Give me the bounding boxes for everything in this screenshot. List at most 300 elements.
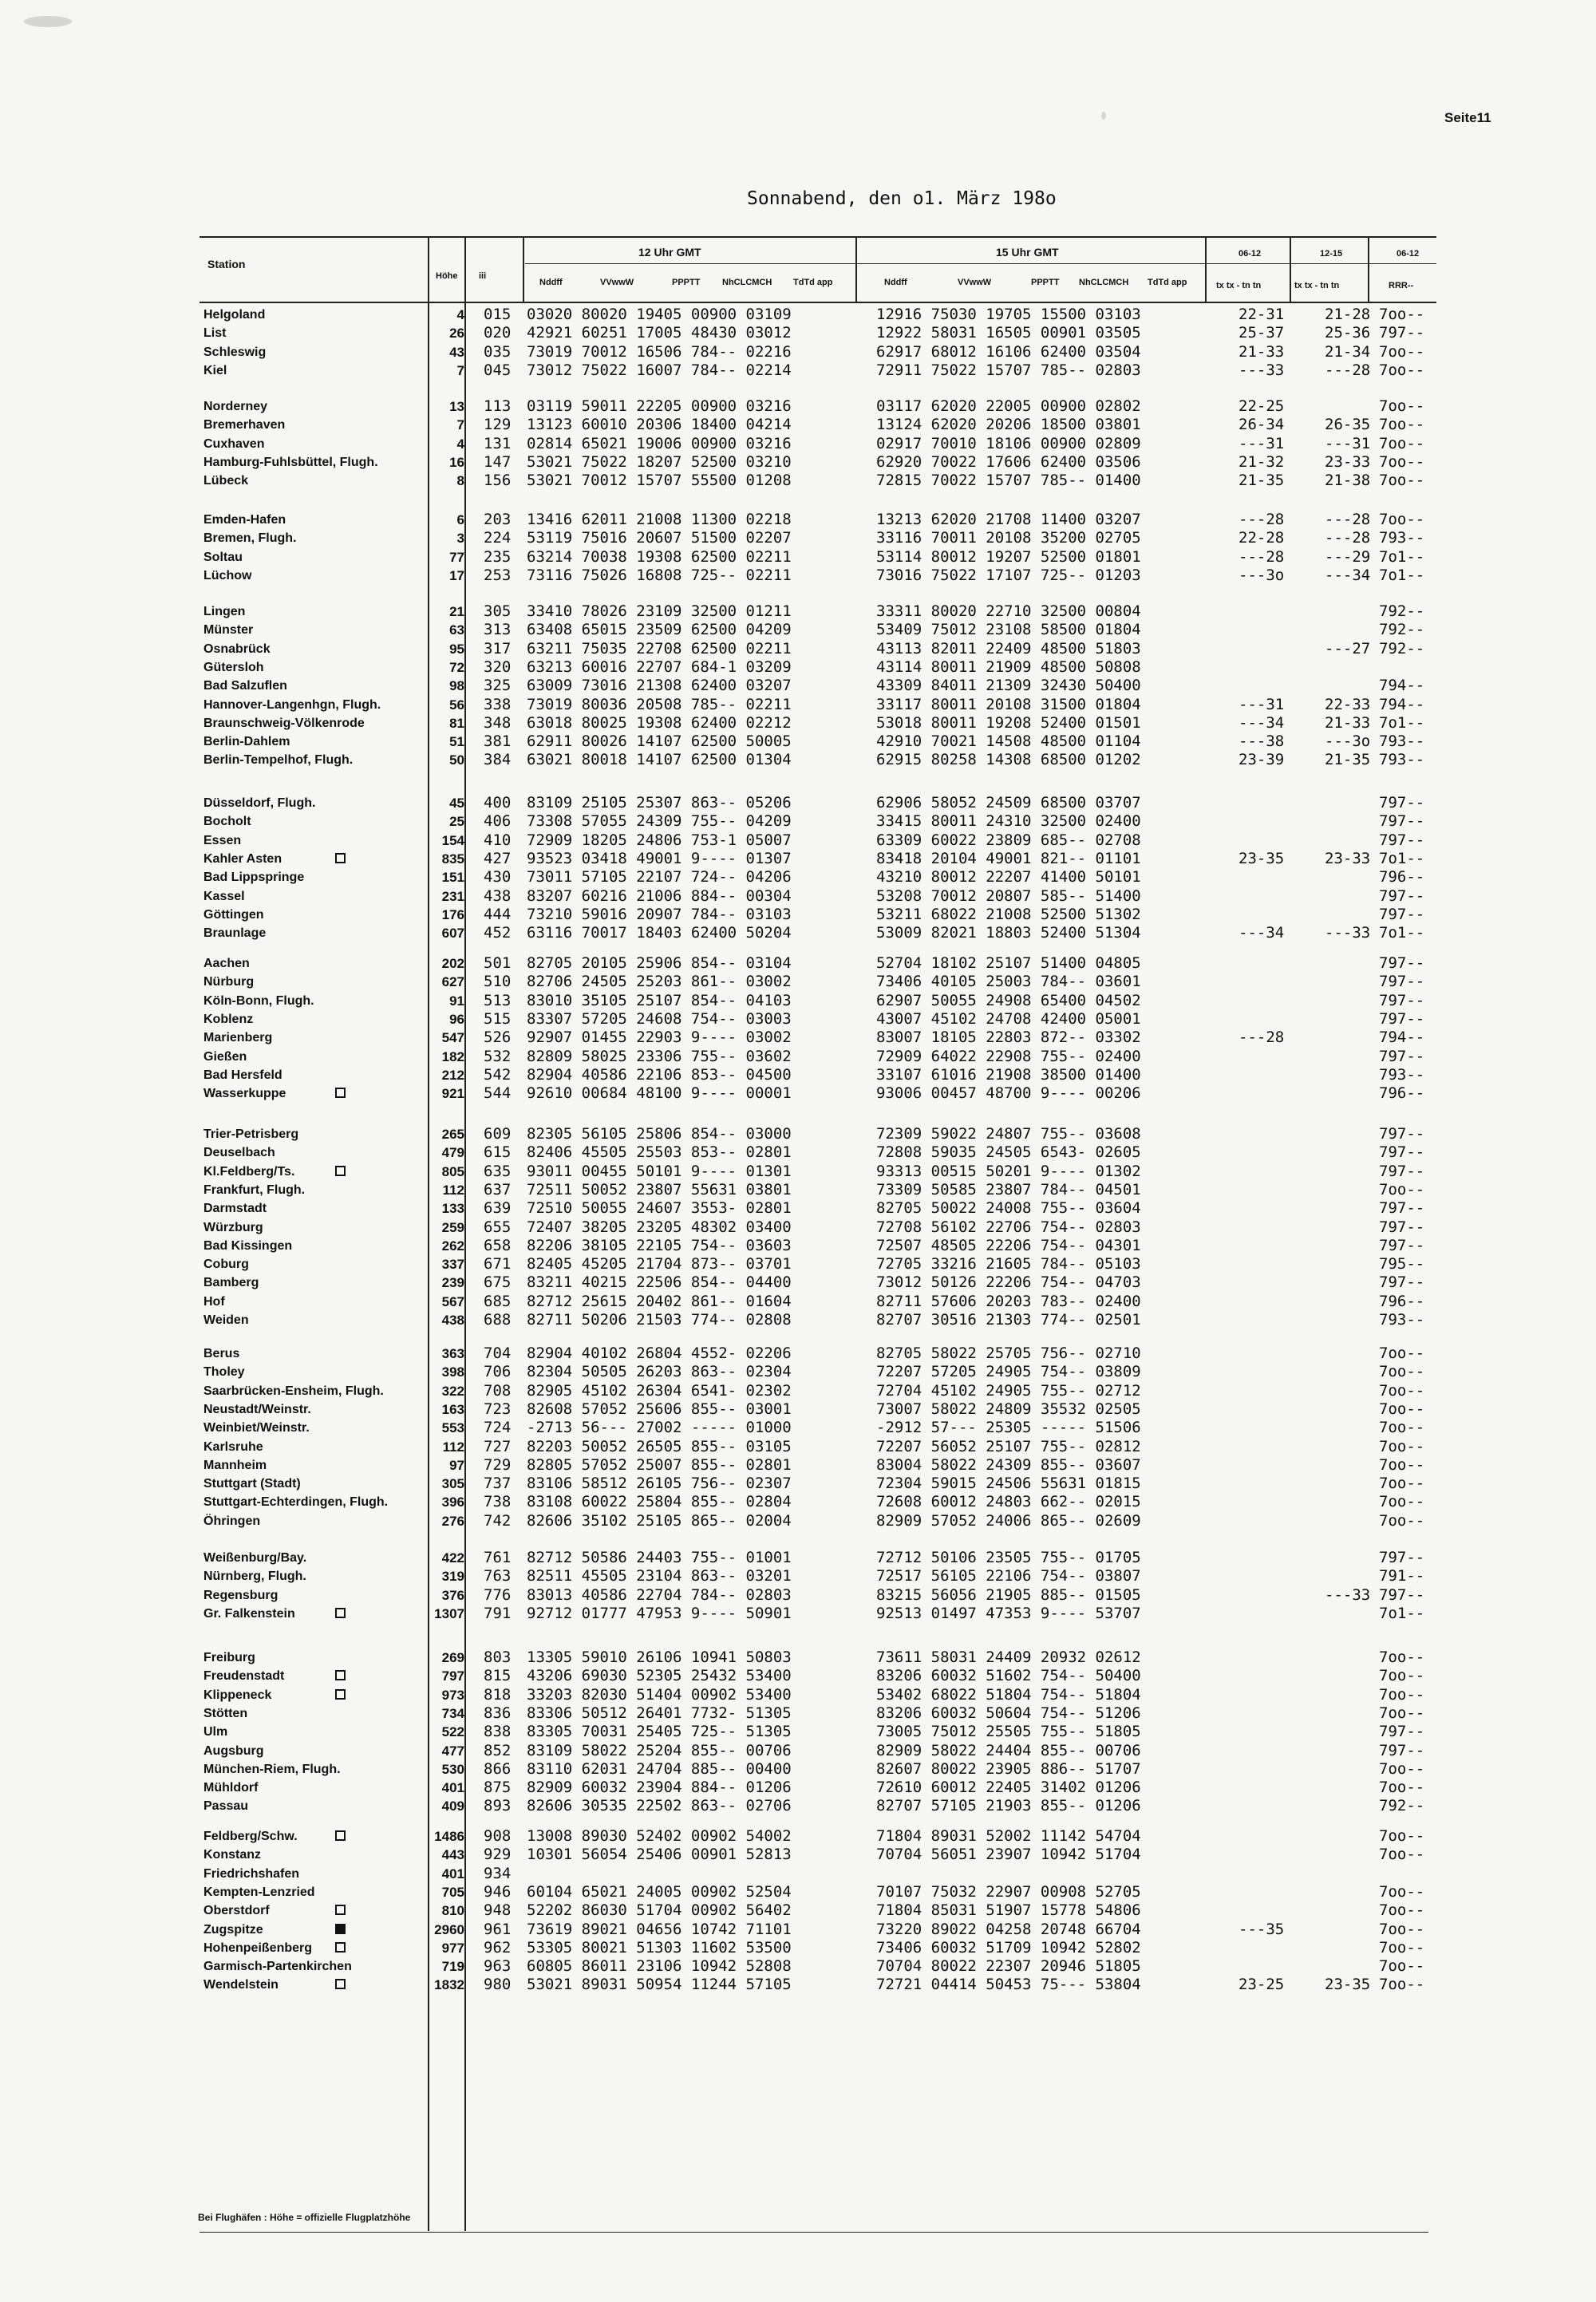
precip-06-12: 793-- [1379,732,1425,751]
precip-06-12: 797-- [1379,1741,1425,1759]
temp-range-06-12: ---31 [1238,695,1285,713]
station-name: Passau [203,1799,249,1814]
table-row [0,1686,1596,1704]
obs-12-gmt: 72511 50052 23807 55631 03801 [527,1180,792,1198]
station-index: 637 [484,1180,512,1198]
station-altitude: 797 [441,1668,464,1684]
precip-06-12: 797-- [1379,1199,1425,1218]
obs-12-gmt: 63211 75035 22708 62500 02211 [527,639,792,657]
obs-12-gmt: 92907 01455 22903 9---- 03002 [527,1029,792,1047]
obs-12-gmt: 73116 75026 16808 725-- 02211 [527,566,792,584]
table-row [0,1255,1596,1273]
temp-range-12-15: ---28 [1325,511,1371,528]
obs-12-gmt: 82711 50206 21503 774-- 02808 [527,1311,792,1329]
station-altitude: 112 [442,1182,464,1198]
precip-06-12: 797-- [1379,1125,1425,1143]
table-row [0,954,1596,973]
station-altitude: 97 [449,1457,464,1473]
table-row [0,1438,1596,1456]
table-row [0,1199,1596,1218]
obs-15-gmt: 33311 80020 22710 32500 00804 [876,602,1141,620]
table-row [0,850,1596,868]
precip-06-12: 7oo-- [1379,416,1425,434]
station-altitude: 2960 [434,1921,464,1937]
obs-15-gmt: 33415 80011 24310 32500 02400 [876,812,1141,831]
obs-15-gmt: 43309 84011 21309 32430 50400 [876,677,1141,695]
obs-15-gmt: 73406 60032 51709 10942 52802 [876,1938,1141,1957]
table-row [0,906,1596,924]
precip-06-12: 797-- [1379,905,1425,923]
precip-06-12: 797-- [1379,812,1425,831]
temp-range-06-12: ---3o [1238,566,1285,584]
station-altitude: 63 [449,622,464,638]
table-row [0,992,1596,1010]
station-name: Mühldorf [203,1781,259,1795]
header-12-uhr-gmt: 12 Uhr GMT [638,246,701,259]
precip-06-12: 797-- [1379,991,1425,1009]
precip-06-12: 791-- [1379,1567,1425,1585]
station-index: 866 [484,1759,512,1778]
obs-15-gmt: 82707 30516 21303 774-- 02501 [876,1311,1141,1329]
temp-range-06-12: 21-35 [1238,472,1285,490]
station-index: 430 [484,868,512,886]
header-hoehe: Höhe [436,271,458,281]
station-altitude: 176 [441,906,464,922]
station-altitude: 182 [441,1048,464,1064]
obs-12-gmt: 83207 60216 21006 884-- 00304 [527,886,792,905]
precip-06-12: 7oo-- [1379,306,1425,323]
station-index: 791 [484,1604,512,1622]
table-row [0,472,1596,490]
obs-15-gmt: 72309 59022 24807 755-- 03608 [876,1125,1141,1143]
station-name: Feldberg/Schw. [203,1830,298,1843]
header-12-clouds: NhCLCMCH [722,278,772,287]
obs-12-gmt: 82608 57052 25606 855-- 03001 [527,1400,792,1418]
precip-06-12: 796-- [1379,1084,1425,1103]
temp-range-12-15: ---28 [1325,361,1371,379]
obs-15-gmt: 72608 60012 24803 662-- 02015 [876,1493,1141,1511]
obs-12-gmt: 82511 45505 23104 863-- 03201 [527,1567,792,1585]
station-index: 675 [484,1273,512,1292]
station-name: Bamberg [203,1276,259,1290]
precip-06-12: 796-- [1379,868,1425,886]
obs-15-gmt: 02917 70010 18106 00900 02809 [876,434,1141,452]
temp-range-06-12: ---28 [1238,511,1285,528]
obs-12-gmt: 53021 75022 18207 52500 03210 [527,452,792,471]
obs-15-gmt: 82909 57052 24006 865-- 02609 [876,1511,1141,1530]
station-altitude: 212 [441,1067,464,1083]
table-row [0,1865,1596,1883]
station-name: Soltau [203,550,243,564]
station-name: Regensburg [203,1588,279,1602]
station-name: Braunlage [203,926,267,941]
station-index: 948 [484,1901,512,1920]
station-altitude: 398 [441,1364,464,1380]
station-altitude: 8 [456,473,464,489]
station-altitude: 43 [449,344,464,360]
obs-15-gmt: 70704 56051 23907 10942 51704 [876,1846,1141,1864]
obs-15-gmt: 33117 80011 20108 31500 01804 [876,695,1141,713]
station-index: 035 [484,342,512,361]
obs-15-gmt: 53114 80012 19207 52500 01801 [876,547,1141,566]
station-name: Nürnberg, Flugh. [203,1570,306,1584]
station-name: Weiden [203,1313,249,1327]
obs-15-gmt: 72911 75022 15707 785-- 02803 [876,361,1141,379]
station-altitude: 705 [441,1884,464,1900]
station-name: Stötten [203,1706,248,1720]
precip-06-12: 797-- [1379,1047,1425,1065]
obs-12-gmt: 73308 57055 24309 755-- 04209 [527,812,792,831]
station-index: 384 [484,751,512,769]
obs-12-gmt: 63018 80025 19308 62400 02212 [527,713,792,732]
open-square-icon [335,1942,346,1953]
table-row [0,1419,1596,1437]
temp-range-06-12: 22-25 [1238,397,1285,415]
station-name: Emden-Hafen [203,513,286,527]
station-name: Hohenpeißenberg [203,1941,313,1955]
obs-12-gmt: 60104 65021 24005 00902 52504 [527,1882,792,1901]
table-row [0,1363,1596,1381]
temp-range-12-15: ---3o [1325,732,1371,751]
station-index: 980 [484,1976,512,1994]
obs-15-gmt: 72721 04414 50453 75--- 53804 [876,1976,1141,1994]
station-name: Coburg [203,1258,249,1272]
header-iii: iii [479,271,487,281]
station-altitude: 3 [456,531,464,547]
station-index: 410 [484,831,512,849]
table-row [0,1475,1596,1493]
precip-06-12: 794-- [1379,1029,1425,1047]
station-name: Klippeneck [203,1688,272,1702]
temp-range-06-12: 21-32 [1238,452,1285,471]
precip-06-12: 797-- [1379,794,1425,811]
station-name: Hof [203,1294,225,1309]
temp-range-06-12: 23-39 [1238,751,1285,769]
header-15-tdtd: TdTd app [1148,278,1187,287]
precip-06-12: 797-- [1379,1143,1425,1162]
table-row [0,1921,1596,1939]
scan-speck [1101,112,1106,120]
obs-15-gmt: 13124 62020 20206 18500 03801 [876,416,1141,434]
obs-15-gmt: 83004 58022 24309 855-- 03607 [876,1455,1141,1474]
obs-15-gmt: 73406 40105 25003 784-- 03601 [876,973,1141,991]
station-altitude: 438 [441,1313,464,1328]
obs-15-gmt: 73007 58022 24809 35532 02505 [876,1400,1141,1418]
obs-12-gmt: 63213 60016 22707 684-1 03209 [527,657,792,676]
station-index: 706 [484,1363,512,1381]
station-index: 934 [484,1864,512,1882]
obs-15-gmt: 43114 80011 21909 48500 50808 [876,657,1141,676]
obs-15-gmt: 53409 75012 23108 58500 01804 [876,621,1141,639]
table-row [0,1237,1596,1255]
station-name: Friedrichshafen [203,1866,300,1881]
scan-speck [24,16,72,27]
header-12-vvwww: VVwwW [600,278,634,287]
table-row [0,1512,1596,1530]
station-index: 615 [484,1143,512,1162]
col-divider-extra2 [1368,236,1369,302]
table-top-rule [200,236,1436,238]
temp-range-12-15: 23-33 [1325,452,1371,471]
obs-15-gmt: 52704 18102 25107 51400 04805 [876,954,1141,972]
station-altitude: 479 [441,1145,464,1161]
station-name: Düsseldorf, Flugh. [203,796,316,810]
report-date: Sonnabend, den o1. März 198o [747,188,1057,209]
table-row [0,1976,1596,1994]
table-row [0,973,1596,991]
station-name: Tholey [203,1365,245,1380]
station-name: Wendelstein [203,1978,279,1992]
open-square-icon [335,1608,346,1618]
station-name: Kiel [203,363,227,377]
obs-15-gmt: 73309 50585 23807 784-- 04501 [876,1180,1141,1198]
table-row [0,1549,1596,1567]
obs-12-gmt: 10301 56054 25406 00901 52813 [527,1846,792,1864]
station-index: 704 [484,1344,512,1362]
temp-range-06-12: 22-28 [1238,529,1285,547]
station-name: Göttingen [203,907,264,922]
station-name: Würzburg [203,1220,263,1234]
station-name: Schleswig [203,345,267,359]
station-name: Norderney [203,400,268,413]
table-row [0,887,1596,906]
precip-06-12: 797-- [1379,1723,1425,1741]
station-altitude: 7 [456,362,464,378]
precip-06-12: 7oo-- [1379,397,1425,415]
obs-15-gmt: 53402 68022 51804 754-- 51804 [876,1685,1141,1704]
station-altitude: 553 [441,1420,464,1436]
station-altitude: 265 [441,1127,464,1142]
obs-15-gmt: 72705 33216 21605 784-- 05103 [876,1255,1141,1273]
station-index: 893 [484,1797,512,1815]
obs-15-gmt: 72517 56105 22106 754-- 03807 [876,1567,1141,1585]
station-index: 738 [484,1493,512,1511]
obs-12-gmt: 83106 58512 26105 756-- 02307 [527,1475,792,1493]
obs-15-gmt: 62917 68012 16106 62400 03504 [876,342,1141,361]
station-altitude: 112 [442,1439,464,1455]
station-name: Hannover-Langenhgn, Flugh. [203,697,381,712]
obs-12-gmt: 53305 80021 51303 11602 53500 [527,1938,792,1957]
station-altitude: 443 [441,1847,464,1863]
station-index: 708 [484,1381,512,1400]
precip-06-12: 7oo-- [1379,1400,1425,1418]
obs-15-gmt: 73016 75022 17107 725-- 01203 [876,566,1141,584]
table-row [0,1567,1596,1585]
table-row [0,1273,1596,1292]
station-altitude: 810 [441,1903,464,1919]
station-altitude: 719 [441,1959,464,1975]
station-altitude: 337 [441,1257,464,1273]
precip-06-12: 7oo-- [1379,1381,1425,1400]
precip-06-12: 7oo-- [1379,1344,1425,1362]
table-row [0,1493,1596,1511]
header-15-uhr-gmt: 15 Uhr GMT [996,246,1059,259]
obs-15-gmt: 72507 48505 22206 754-- 04301 [876,1236,1141,1254]
obs-12-gmt: 73019 70012 16506 784-- 02216 [527,342,792,361]
station-index: 348 [484,713,512,732]
header-15-ppptt: PPPTT [1031,278,1060,287]
precip-06-12: 7oo-- [1379,1827,1425,1845]
obs-12-gmt: 72909 18205 24806 753-1 05007 [527,831,792,849]
station-index: 015 [484,306,512,323]
precip-06-12: 793-- [1379,1065,1425,1084]
header-extra2-bottom: tx tx - tn tn [1294,281,1340,290]
station-index: 338 [484,695,512,713]
obs-15-gmt: 82711 57606 20203 783-- 02400 [876,1292,1141,1310]
station-index: 501 [484,954,512,972]
station-name: Bremerhaven [203,418,286,432]
precip-06-12: 792-- [1379,639,1425,657]
temp-range-12-15: 23-33 [1325,849,1371,867]
table-row [0,1400,1596,1419]
table-row [0,1779,1596,1797]
table-row [0,794,1596,812]
obs-15-gmt: 82705 50022 24008 755-- 03604 [876,1199,1141,1218]
station-index: 313 [484,621,512,639]
obs-15-gmt: 72808 59035 24505 6543- 02605 [876,1143,1141,1162]
precip-06-12: 7oo-- [1379,511,1425,528]
station-index: 961 [484,1920,512,1938]
station-name: Trier-Petrisberg [203,1127,299,1141]
station-altitude: 50 [449,752,464,768]
page-number: Seite11 [1444,110,1491,125]
table-row [0,751,1596,769]
obs-15-gmt: 53208 70012 20807 585-- 51400 [876,886,1141,905]
table-row [0,1797,1596,1815]
station-altitude: 1307 [434,1605,464,1621]
station-index: 129 [484,416,512,434]
obs-12-gmt: -2713 56--- 27002 ----- 01000 [527,1419,792,1437]
obs-15-gmt: 12916 75030 19705 15500 03103 [876,306,1141,323]
station-name: Stuttgart-Echterdingen, Flugh. [203,1495,389,1510]
station-index: 639 [484,1199,512,1218]
obs-12-gmt: 63214 70038 19308 62500 02211 [527,547,792,566]
obs-12-gmt: 83307 57205 24608 754-- 03003 [527,1009,792,1028]
station-index: 515 [484,1009,512,1028]
precip-06-12: 7oo-- [1379,1363,1425,1381]
obs-15-gmt: 93006 00457 48700 9---- 00206 [876,1084,1141,1103]
table-row [0,435,1596,453]
precip-06-12: 7oo-- [1379,1759,1425,1778]
station-altitude: 269 [441,1650,464,1665]
temp-range-12-15: 21-33 [1325,713,1371,732]
filled-square-icon [335,1924,346,1934]
precip-06-12: 7oo-- [1379,1685,1425,1704]
precip-06-12: 7oo-- [1379,1704,1425,1722]
precip-06-12: 794-- [1379,695,1425,713]
col-divider-iii [523,236,524,302]
table-row [0,1163,1596,1181]
temp-range-06-12: 26-34 [1238,416,1285,434]
station-index: 513 [484,991,512,1009]
station-index: 875 [484,1779,512,1797]
station-altitude: 805 [441,1163,464,1179]
obs-15-gmt: 53211 68022 21008 52500 51302 [876,905,1141,923]
station-name: München-Riem, Flugh. [203,1762,341,1776]
table-row [0,1704,1596,1723]
obs-12-gmt: 82706 24505 25203 861-- 03002 [527,973,792,991]
obs-12-gmt: 63009 73016 21308 62400 03207 [527,677,792,695]
precip-06-12: 7oo-- [1379,1882,1425,1901]
station-name: Neustadt/Weinstr. [203,1402,311,1416]
station-index: 815 [484,1667,512,1685]
open-square-icon [335,1088,346,1098]
station-altitude: 409 [441,1799,464,1814]
station-index: 224 [484,529,512,547]
station-name: Karlsruhe [203,1439,263,1454]
station-index: 929 [484,1846,512,1864]
obs-12-gmt: 03020 80020 19405 00900 03109 [527,306,792,323]
obs-12-gmt: 82809 58025 23306 755-- 03602 [527,1047,792,1065]
precip-06-12: 7o1-- [1379,547,1425,566]
station-altitude: 401 [441,1780,464,1796]
temp-range-06-12: ---34 [1238,713,1285,732]
obs-15-gmt: 93313 00515 50201 9---- 01302 [876,1162,1141,1180]
header-15-vvwww: VVwwW [958,278,992,287]
precip-06-12: 797-- [1379,1273,1425,1292]
station-name: Lübeck [203,474,249,488]
station-index: 444 [484,905,512,923]
precip-06-12: 7o1-- [1379,1604,1425,1622]
table-row [0,1667,1596,1685]
table-row [0,1649,1596,1667]
station-altitude: 77 [449,549,464,565]
obs-15-gmt: 73005 75012 25505 755-- 51805 [876,1723,1141,1741]
precip-06-12: 797-- [1379,831,1425,849]
station-altitude: 422 [441,1550,464,1566]
station-altitude: 322 [441,1383,464,1399]
station-name: Ulm [203,1725,228,1739]
station-altitude: 231 [441,888,464,904]
station-altitude: 96 [449,1011,464,1027]
station-index: 658 [484,1236,512,1254]
table-row [0,397,1596,416]
obs-12-gmt: 92610 00684 48100 9---- 00001 [527,1084,792,1103]
header-station: Station [207,258,246,270]
station-altitude: 202 [441,956,464,971]
obs-15-gmt: 72704 45102 24905 755-- 02712 [876,1381,1141,1400]
station-name: Lüchow [203,568,252,582]
temp-range-06-12: 25-37 [1238,324,1285,342]
station-name: Nürburg [203,975,255,989]
table-row [0,696,1596,714]
station-name: Helgoland [203,308,266,322]
station-altitude: 607 [441,926,464,942]
header-extra3-bottom: RRR-- [1389,281,1414,290]
station-index: 235 [484,547,512,566]
precip-06-12: 792-- [1379,602,1425,620]
station-name: Köln-Bonn, Flugh. [203,993,314,1008]
table-row [0,812,1596,831]
obs-12-gmt: 73210 59016 20907 784-- 03103 [527,905,792,923]
header-bottom-rule [200,302,1436,303]
station-name: Freiburg [203,1651,255,1664]
precip-06-12: 7oo-- [1379,1938,1425,1957]
station-index: 253 [484,566,512,584]
temp-range-06-12: ---33 [1238,361,1285,379]
temp-range-12-15: 21-28 [1325,306,1371,323]
table-row [0,924,1596,942]
table-row [0,1827,1596,1846]
station-name: Deuselbach [203,1146,275,1160]
station-index: 763 [484,1567,512,1585]
station-name: List [203,326,227,341]
obs-12-gmt: 63116 70017 18403 62400 50204 [527,924,792,942]
station-name: Aachen [203,957,250,970]
table-row [0,658,1596,677]
obs-12-gmt: 73019 80036 20508 785-- 02211 [527,695,792,713]
station-altitude: 973 [441,1687,464,1703]
